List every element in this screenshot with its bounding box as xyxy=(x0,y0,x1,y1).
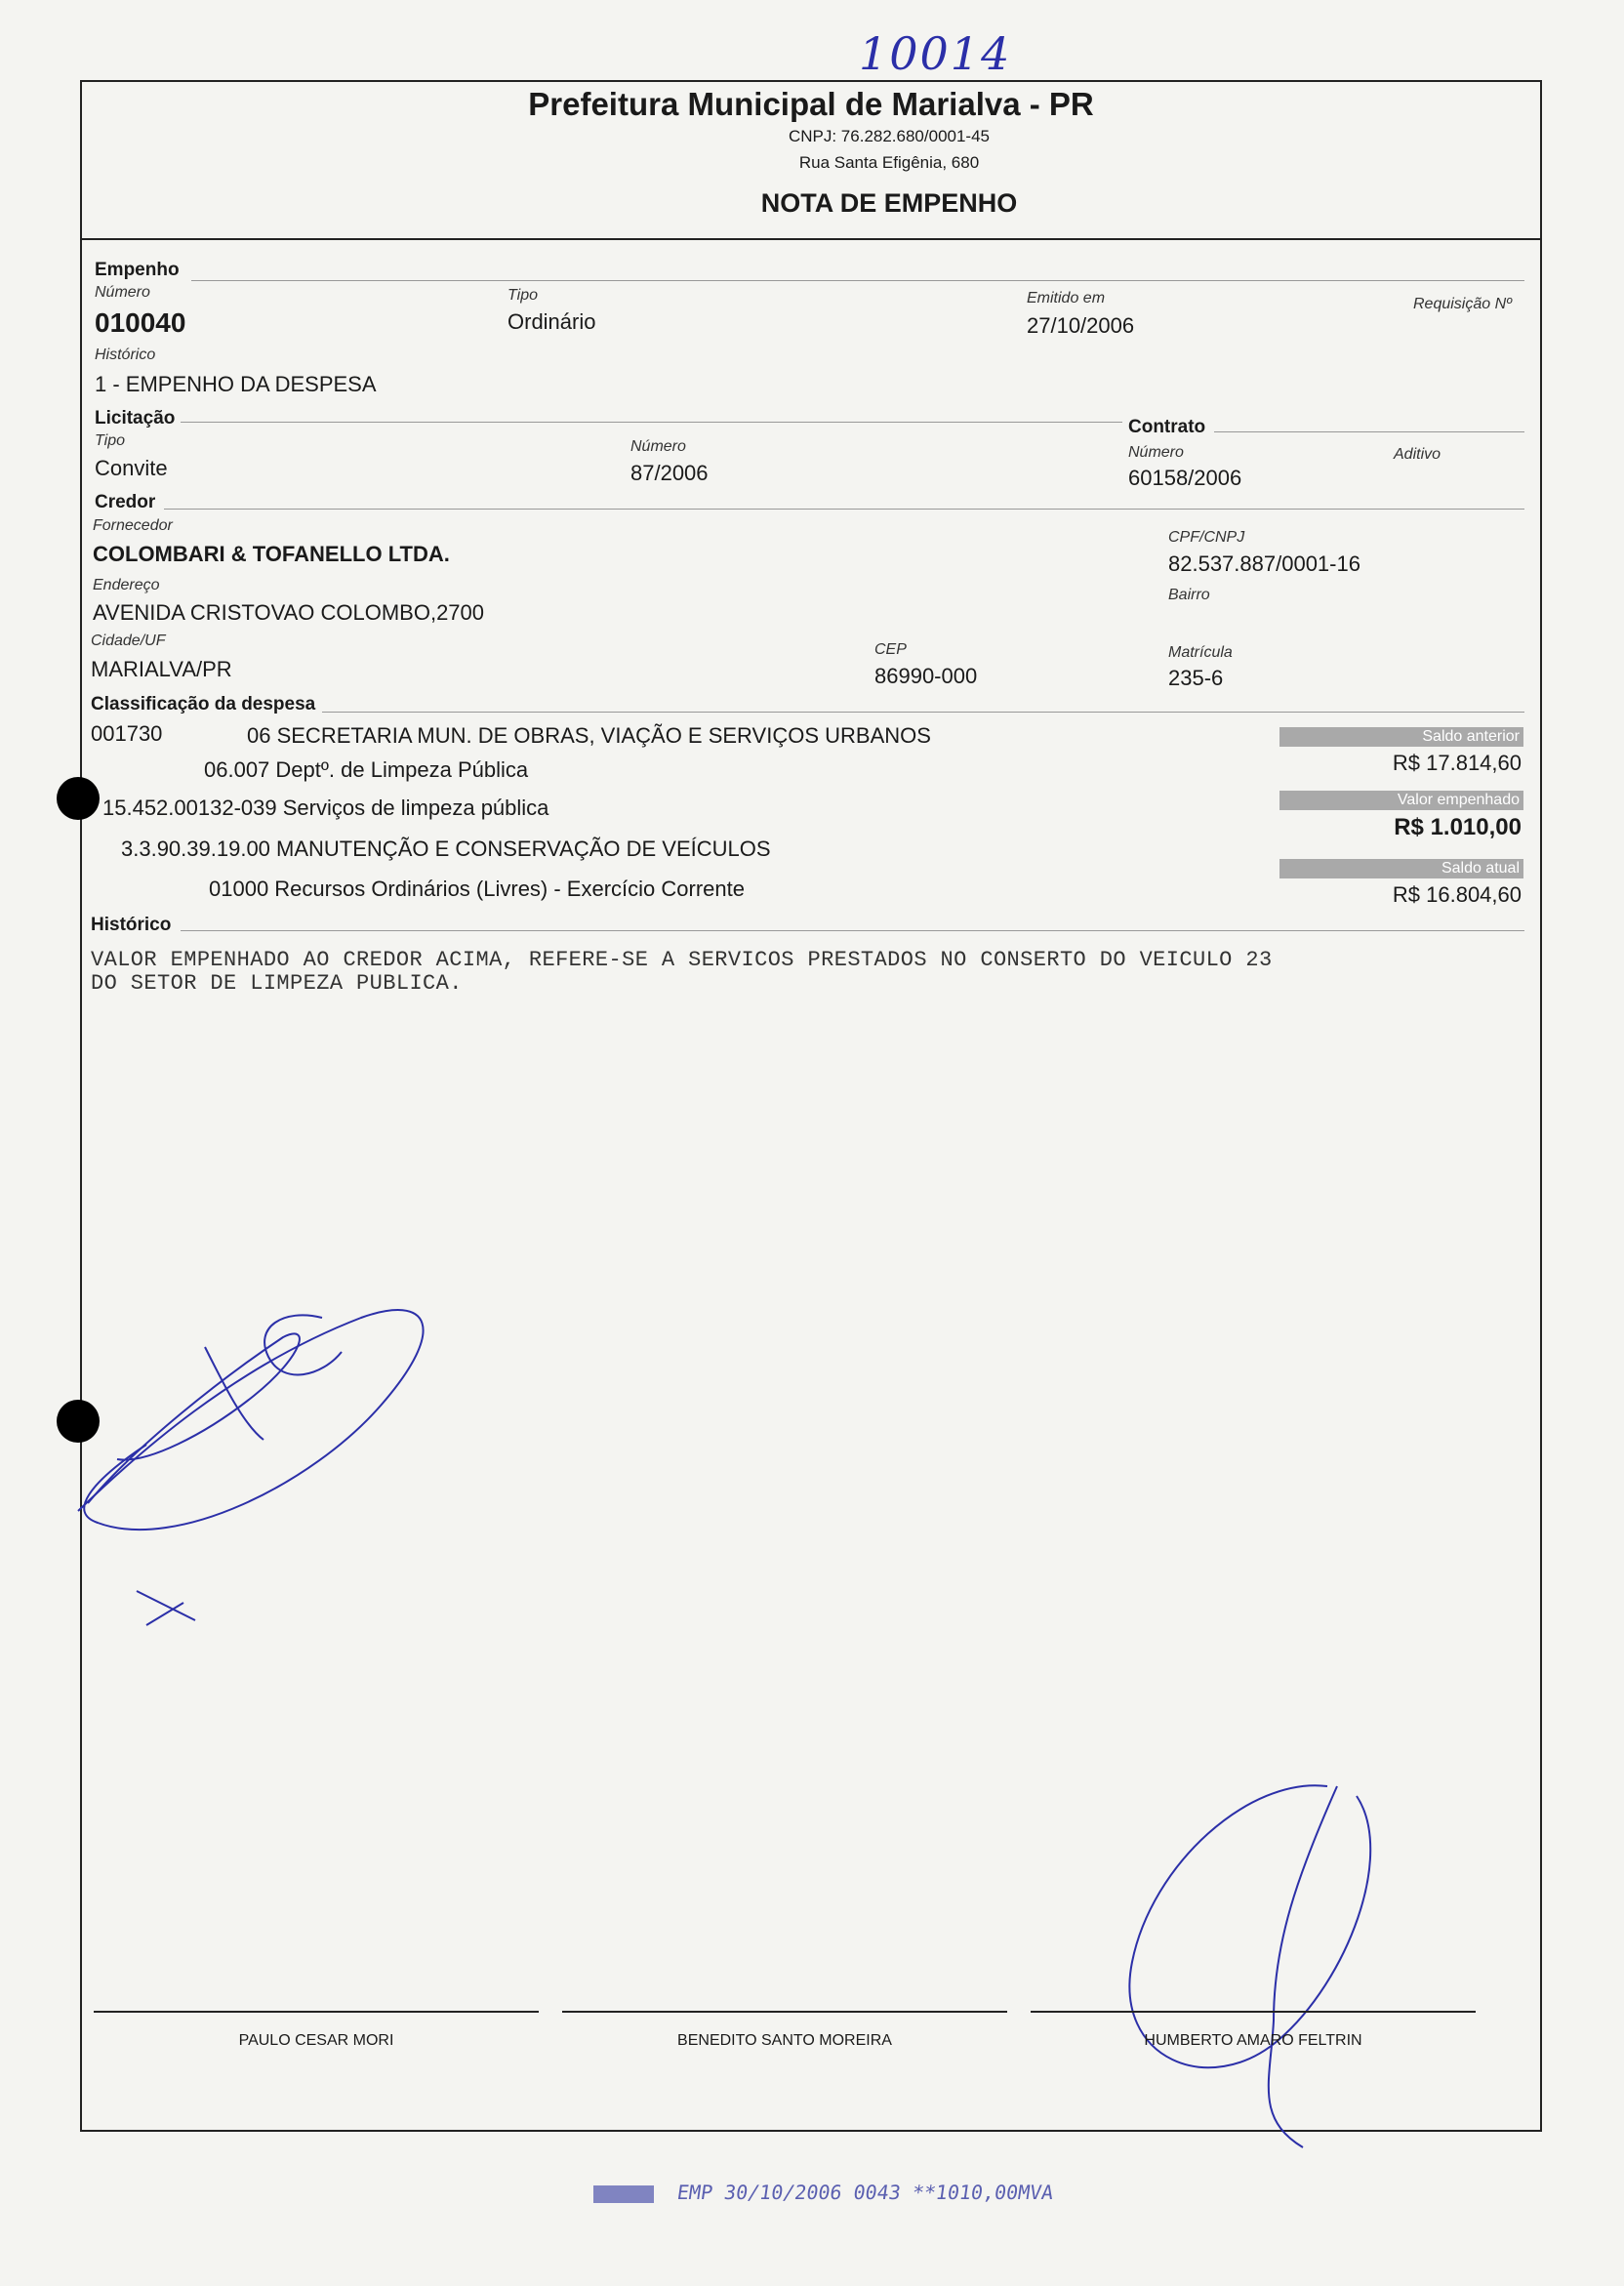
licitacao-tipo: Convite xyxy=(95,456,168,480)
section-licitacao: Licitação xyxy=(95,408,176,429)
classificacao-line-unidade: 06.007 Deptº. de Limpeza Pública xyxy=(204,757,529,782)
header-address: Rua Santa Efigênia, 680 xyxy=(798,153,980,172)
signature-scribble-left xyxy=(59,1240,449,1650)
label-matricula: Matrícula xyxy=(1168,644,1233,661)
label-bairro: Bairro xyxy=(1168,587,1210,603)
empenho-tipo: Ordinário xyxy=(508,309,596,334)
signature-line-2 xyxy=(562,2011,1007,2013)
classificacao-line-orgao: 06 SECRETARIA MUN. DE OBRAS, VIAÇÃO E SERVIÇOS URBANOS xyxy=(247,723,931,748)
binder-hole-top xyxy=(57,777,100,820)
label-empenho-historico: Histórico xyxy=(95,347,156,363)
saldo-anterior-value: R$ 17.814,60 xyxy=(1392,751,1522,775)
section-credor: Credor xyxy=(95,492,156,512)
signatory-1: PAULO CESAR MORI xyxy=(238,2032,394,2049)
label-contrato-numero: Número xyxy=(1128,444,1184,461)
label-cep: CEP xyxy=(874,641,907,658)
processing-stamp: EMP 30/10/2006 0043 **1010,00MVA xyxy=(675,2181,1055,2204)
label-requisicao: Requisição Nº xyxy=(1413,296,1512,312)
licitacao-numero: 87/2006 xyxy=(630,461,709,485)
page-title: Prefeitura Municipal de Marialva - PR xyxy=(528,86,1094,122)
rule-empenho xyxy=(191,280,1524,281)
rule-licitacao xyxy=(181,422,1122,423)
cpf-value: 82.537.887/0001-16 xyxy=(1168,551,1360,576)
header-divider xyxy=(80,238,1542,240)
header-cnpj: CNPJ: 76.282.680/0001-45 xyxy=(788,127,991,145)
label-emitido: Emitido em xyxy=(1027,290,1106,306)
saldo-anterior-label: Saldo anterior xyxy=(1279,727,1523,747)
doc-title: NOTA DE EMPENHO xyxy=(760,188,1018,218)
classificacao-line-funcional: 15.452.00132-039 Serviços de limpeza pública xyxy=(102,796,549,820)
signature-scribble-right xyxy=(1103,1767,1415,2177)
section-empenho: Empenho xyxy=(95,260,180,280)
section-classificacao: Classificação da despesa xyxy=(91,694,316,714)
saldo-atual-value: R$ 16.804,60 xyxy=(1392,882,1522,907)
rule-historico xyxy=(181,930,1524,931)
endereco-value: AVENIDA CRISTOVAO COLOMBO,2700 xyxy=(93,600,485,625)
contrato-numero: 60158/2006 xyxy=(1128,466,1242,490)
label-licitacao-numero: Número xyxy=(630,438,686,455)
stamp-logo xyxy=(593,2185,654,2203)
historico-line-2: DO SETOR DE LIMPEZA PUBLICA. xyxy=(91,971,463,996)
rule-contrato xyxy=(1214,431,1524,432)
signatory-3: HUMBERTO AMARO FELTRIN xyxy=(1144,2032,1362,2049)
empenho-historico: 1 - EMPENHO DA DESPESA xyxy=(95,372,377,396)
label-licitacao-tipo: Tipo xyxy=(95,432,125,449)
label-empenho-numero: Número xyxy=(95,284,150,301)
label-empenho-tipo: Tipo xyxy=(508,287,538,304)
classificacao-line-elemento: 3.3.90.39.19.00 MANUTENÇÃO E CONSERVAÇÃO DE VEÍCULOS xyxy=(121,837,771,861)
signature-line-3 xyxy=(1031,2011,1476,2013)
label-endereco: Endereço xyxy=(93,577,160,593)
matricula-value: 235-6 xyxy=(1168,666,1224,690)
label-aditivo: Aditivo xyxy=(1394,446,1441,463)
classificacao-line-recurso: 01000 Recursos Ordinários (Livres) - Exercício Corrente xyxy=(209,877,745,901)
valor-empenhado-value: R$ 1.010,00 xyxy=(1394,814,1522,840)
emitido-date: 27/10/2006 xyxy=(1027,313,1135,338)
rule-classificacao xyxy=(322,712,1524,713)
signatory-2: BENEDITO SANTO MOREIRA xyxy=(677,2032,892,2049)
valor-empenhado-label: Valor empenhado xyxy=(1279,791,1523,810)
cep-value: 86990-000 xyxy=(874,664,978,688)
historico-line-1: VALOR EMPENHADO AO CREDOR ACIMA, REFERE-SE A SERVICOS PRESTADOS NO CONSERTO DO VEICULO 23 xyxy=(91,948,1273,972)
signature-line-1 xyxy=(94,2011,539,2013)
saldo-atual-label: Saldo atual xyxy=(1279,859,1523,878)
fornecedor-name: COLOMBARI & TOFANELLO LTDA. xyxy=(93,542,450,566)
section-contrato: Contrato xyxy=(1128,417,1206,437)
section-historico: Histórico xyxy=(91,915,172,935)
rule-credor xyxy=(164,509,1524,510)
label-fornecedor: Fornecedor xyxy=(93,517,173,534)
label-cpf: CPF/CNPJ xyxy=(1168,529,1245,546)
empenho-numero: 010040 xyxy=(95,307,186,338)
cidade-value: MARIALVA/PR xyxy=(91,657,232,681)
classificacao-codigo: 001730 xyxy=(91,721,163,746)
handwritten-page-number: 10014 xyxy=(859,27,1012,80)
label-cidade: Cidade/UF xyxy=(91,633,166,649)
